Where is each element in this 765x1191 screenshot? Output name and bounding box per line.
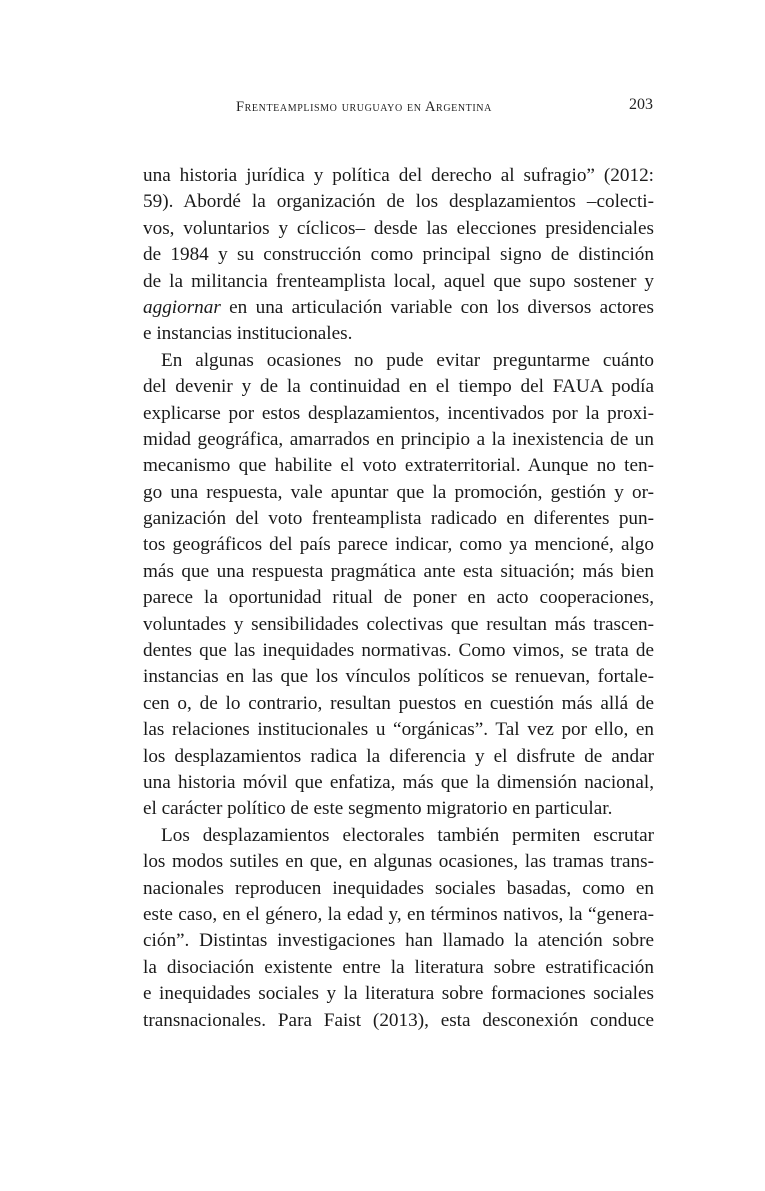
text-line: ganización del voto frenteamplista radicado en diferentes pun- (143, 508, 654, 530)
text-line: voluntades y sensibilidades colectivas que resultan más trascen- (143, 613, 654, 635)
text-line: ción”. Distintas investigaciones han llamado la atención sobre (143, 930, 654, 952)
text-line: go una respuesta, vale apuntar que la promoción, gestión y or- (143, 481, 654, 503)
text-line: Los desplazamientos electorales también permiten escrutar (161, 824, 654, 846)
running-head: Frenteamplismo uruguayo en Argentina (236, 99, 492, 115)
paragraph-1 (143, 163, 654, 348)
text-line: mecanismo que habilite el voto extraterritorial. Aunque no ten- (143, 455, 654, 477)
text-line: e instancias institucionales. (143, 323, 353, 345)
text-line: el carácter político de este segmento migratorio en particular. (143, 798, 613, 820)
text-line: las relaciones institucionales u “orgánicas”. Tal vez por ello, en (143, 719, 654, 741)
body-text (143, 163, 654, 1034)
text-line: instancias en las que los vínculos políticos se renuevan, fortale- (143, 666, 654, 688)
text-line: la disociación existente entre la literatura sobre estratificación (143, 956, 654, 978)
text-line: nacionales reproducen inequidades sociales basadas, como en (143, 877, 654, 899)
text-line: una historia móvil que enfatiza, más que la dimensión nacional, (143, 771, 654, 793)
text-line: este caso, en el género, la edad y, en términos nativos, la “genera- (143, 903, 654, 925)
text-line: parece la oportunidad ritual de poner en acto cooperaciones, (143, 587, 654, 609)
italic-term: aggiornar (143, 296, 221, 318)
text-line: midad geográfica, amarrados en principio a la inexistencia de un (143, 428, 654, 450)
text-line: tos geográficos del país parece indicar, como ya mencioné, algo (143, 534, 654, 556)
text-line: cen o, de lo contrario, resultan puestos en cuestión más allá de (143, 692, 654, 714)
text-line: explicarse por estos desplazamientos, incentivados por la proxi- (143, 402, 654, 424)
text-line: los modos sutiles en que, en algunas ocasiones, las tramas trans- (143, 851, 654, 873)
text-line: los desplazamientos radica la diferencia y el disfrute de andar (143, 745, 654, 767)
text-line: una historia jurídica y política del derecho al sufragio” (2012: (143, 165, 654, 186)
text-line: de la militancia frenteamplista local, aquel que supo sostener y (143, 270, 654, 292)
text-line: más que una respuesta pragmática ante esta situación; más bien (143, 560, 654, 582)
text-line: del devenir y de la continuidad en el tiempo del FAUA podía (143, 376, 654, 398)
text-line: e inequidades sociales y la literatura sobre formaciones sociales (143, 983, 654, 1005)
text-line: vos, voluntarios y cíclicos– desde las elecciones presidenciales (143, 217, 654, 239)
text-line: 59). Abordé la organización de los desplazamientos –colecti- (143, 191, 654, 213)
text-line-with-italic (143, 295, 654, 321)
page-number: 203 (629, 96, 653, 113)
paragraph-3 (143, 823, 654, 1034)
text-line: de 1984 y su construcción como principal signo de distinción (143, 244, 654, 266)
paragraph-2 (143, 348, 654, 823)
text-line: dentes que las inequidades normativas. Como vimos, se trata de (143, 640, 654, 662)
text-line-rest: en una articulación variable con los diversos actores (229, 296, 654, 318)
text-line: transnacionales. Para Faist (2013), esta desconexión conduce (143, 1009, 654, 1031)
text-line: En algunas ocasiones no pude evitar preguntarme cuánto (161, 349, 654, 371)
